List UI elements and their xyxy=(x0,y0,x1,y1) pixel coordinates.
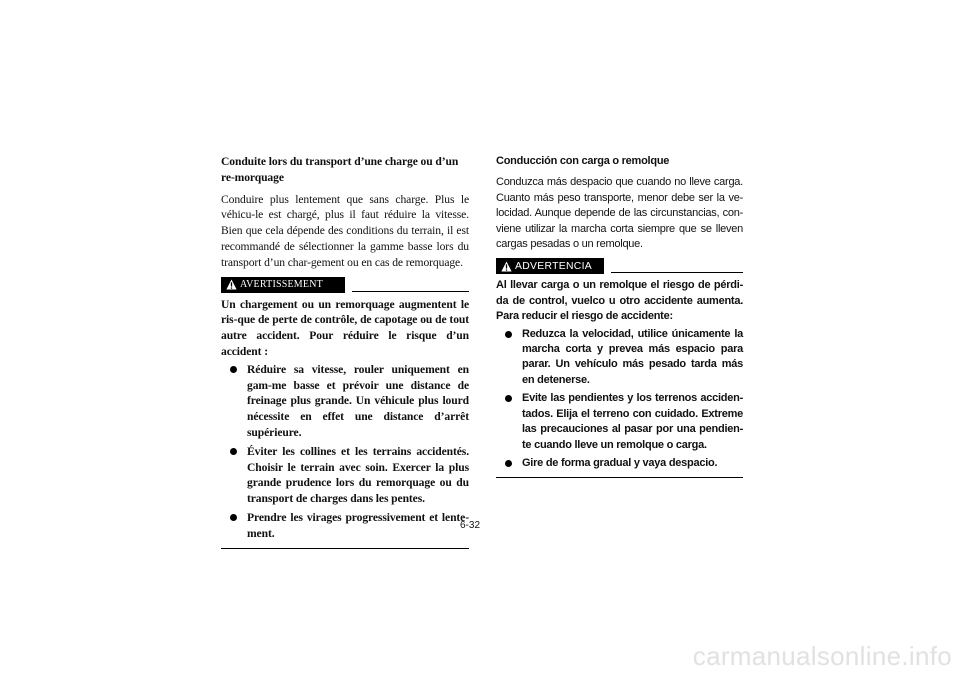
bullet-dot-icon xyxy=(230,514,237,521)
warning-intro-es: Al llevar carga o un remolque el riesgo de pérdi-da de control, vuelco u otro accidente aumenta. Para reducir el riesgo de accidente: xyxy=(496,279,743,323)
warning-end-rule-es xyxy=(496,477,743,478)
spanish-column xyxy=(496,154,743,478)
list-item xyxy=(221,510,469,542)
section-heading-fr: Conduite lors du transport d’une charge ou d’un re-morquage xyxy=(221,155,459,184)
warning-label-fr: AVERTISSEMENT xyxy=(240,278,323,290)
list-item xyxy=(496,456,743,471)
list-item xyxy=(221,444,469,507)
bullet-dot-icon xyxy=(505,331,512,338)
warning-triangle-icon xyxy=(226,279,237,290)
list-item-text: Reduzca la velocidad, utilice únicamente la marcha corta y prevea más espacio para parar. Un vehículo más pesado tarda más en detenerse. xyxy=(522,327,743,386)
list-item xyxy=(496,391,743,453)
list-item-text: Éviter les collines et les terrains accidentés. Choisir le terrain avec soin. Exercer la plus grande prudence lors du remorquage ou du transport de charges dans les pentes. xyxy=(247,444,469,506)
warning-label-es: ADVERTENCIA xyxy=(515,260,593,272)
watermark: carmanualsonline.info xyxy=(692,641,952,671)
bullet-dot-icon xyxy=(505,395,512,402)
warning-end-rule-fr xyxy=(221,548,469,549)
warning-intro-fr: Un chargement ou un remorquage augmentent le ris-que de perte de contrôle, de capotage ou de tout autre accident. Pour réduire le risque d’un accident : xyxy=(221,297,469,358)
list-item-text: Réduire sa vitesse, rouler uniquement en gam-me basse et prévoir une distance de freinage plus grande. Un véhicule plus lourd nécessite en effet une distance d’arrêt supérieure. xyxy=(247,362,469,439)
list-item xyxy=(221,362,469,441)
warning-header-fr xyxy=(221,277,469,293)
list-item xyxy=(496,327,743,389)
warning-rule-fr xyxy=(352,291,469,292)
warning-triangle-icon xyxy=(501,261,512,272)
section-heading-es: Conducción con carga o remolque xyxy=(496,155,670,167)
list-item-text: Prendre les virages progressivement et lente-ment. xyxy=(247,510,469,540)
bullet-dot-icon xyxy=(505,460,512,467)
warning-list-es xyxy=(496,327,743,472)
warning-badge-fr xyxy=(221,277,345,293)
section-paragraph-es: Conduzca más despacio que cuando no lleve carga. Cuanto más peso transporte, menor debe ser la ve-locidad. Aunque depende de las circunstancias, con-viene utilizar la marcha corta siempre que se lleven cargas pesadas o un remolque. xyxy=(496,176,743,251)
french-column xyxy=(221,154,469,549)
list-item-text: Evite las pendientes y los terrenos acciden-tados. Elija el terreno con cuidado. Extreme las precauciones al pasar por una pendien-te cuando lleve un remolque o carga. xyxy=(522,392,743,451)
page-number: 6-32 xyxy=(459,520,480,531)
bullet-dot-icon xyxy=(230,448,237,455)
list-item-text: Gire de forma gradual y vaya despacio. xyxy=(522,456,718,469)
warning-header-es xyxy=(496,258,743,274)
warning-rule-es xyxy=(611,272,743,273)
section-paragraph-fr: Conduire plus lentement que sans charge. Plus le véhicu-le est chargé, plus il faut réduire la vitesse. Bien que cela dépende des conditions du terrain, il est recommandé de sélectionner la gamme basse lors du transport d’un char-gement ou en cas de remorquage. xyxy=(221,192,469,269)
bullet-dot-icon xyxy=(230,366,237,373)
warning-badge-es xyxy=(496,258,604,274)
warning-list-fr xyxy=(221,362,469,542)
